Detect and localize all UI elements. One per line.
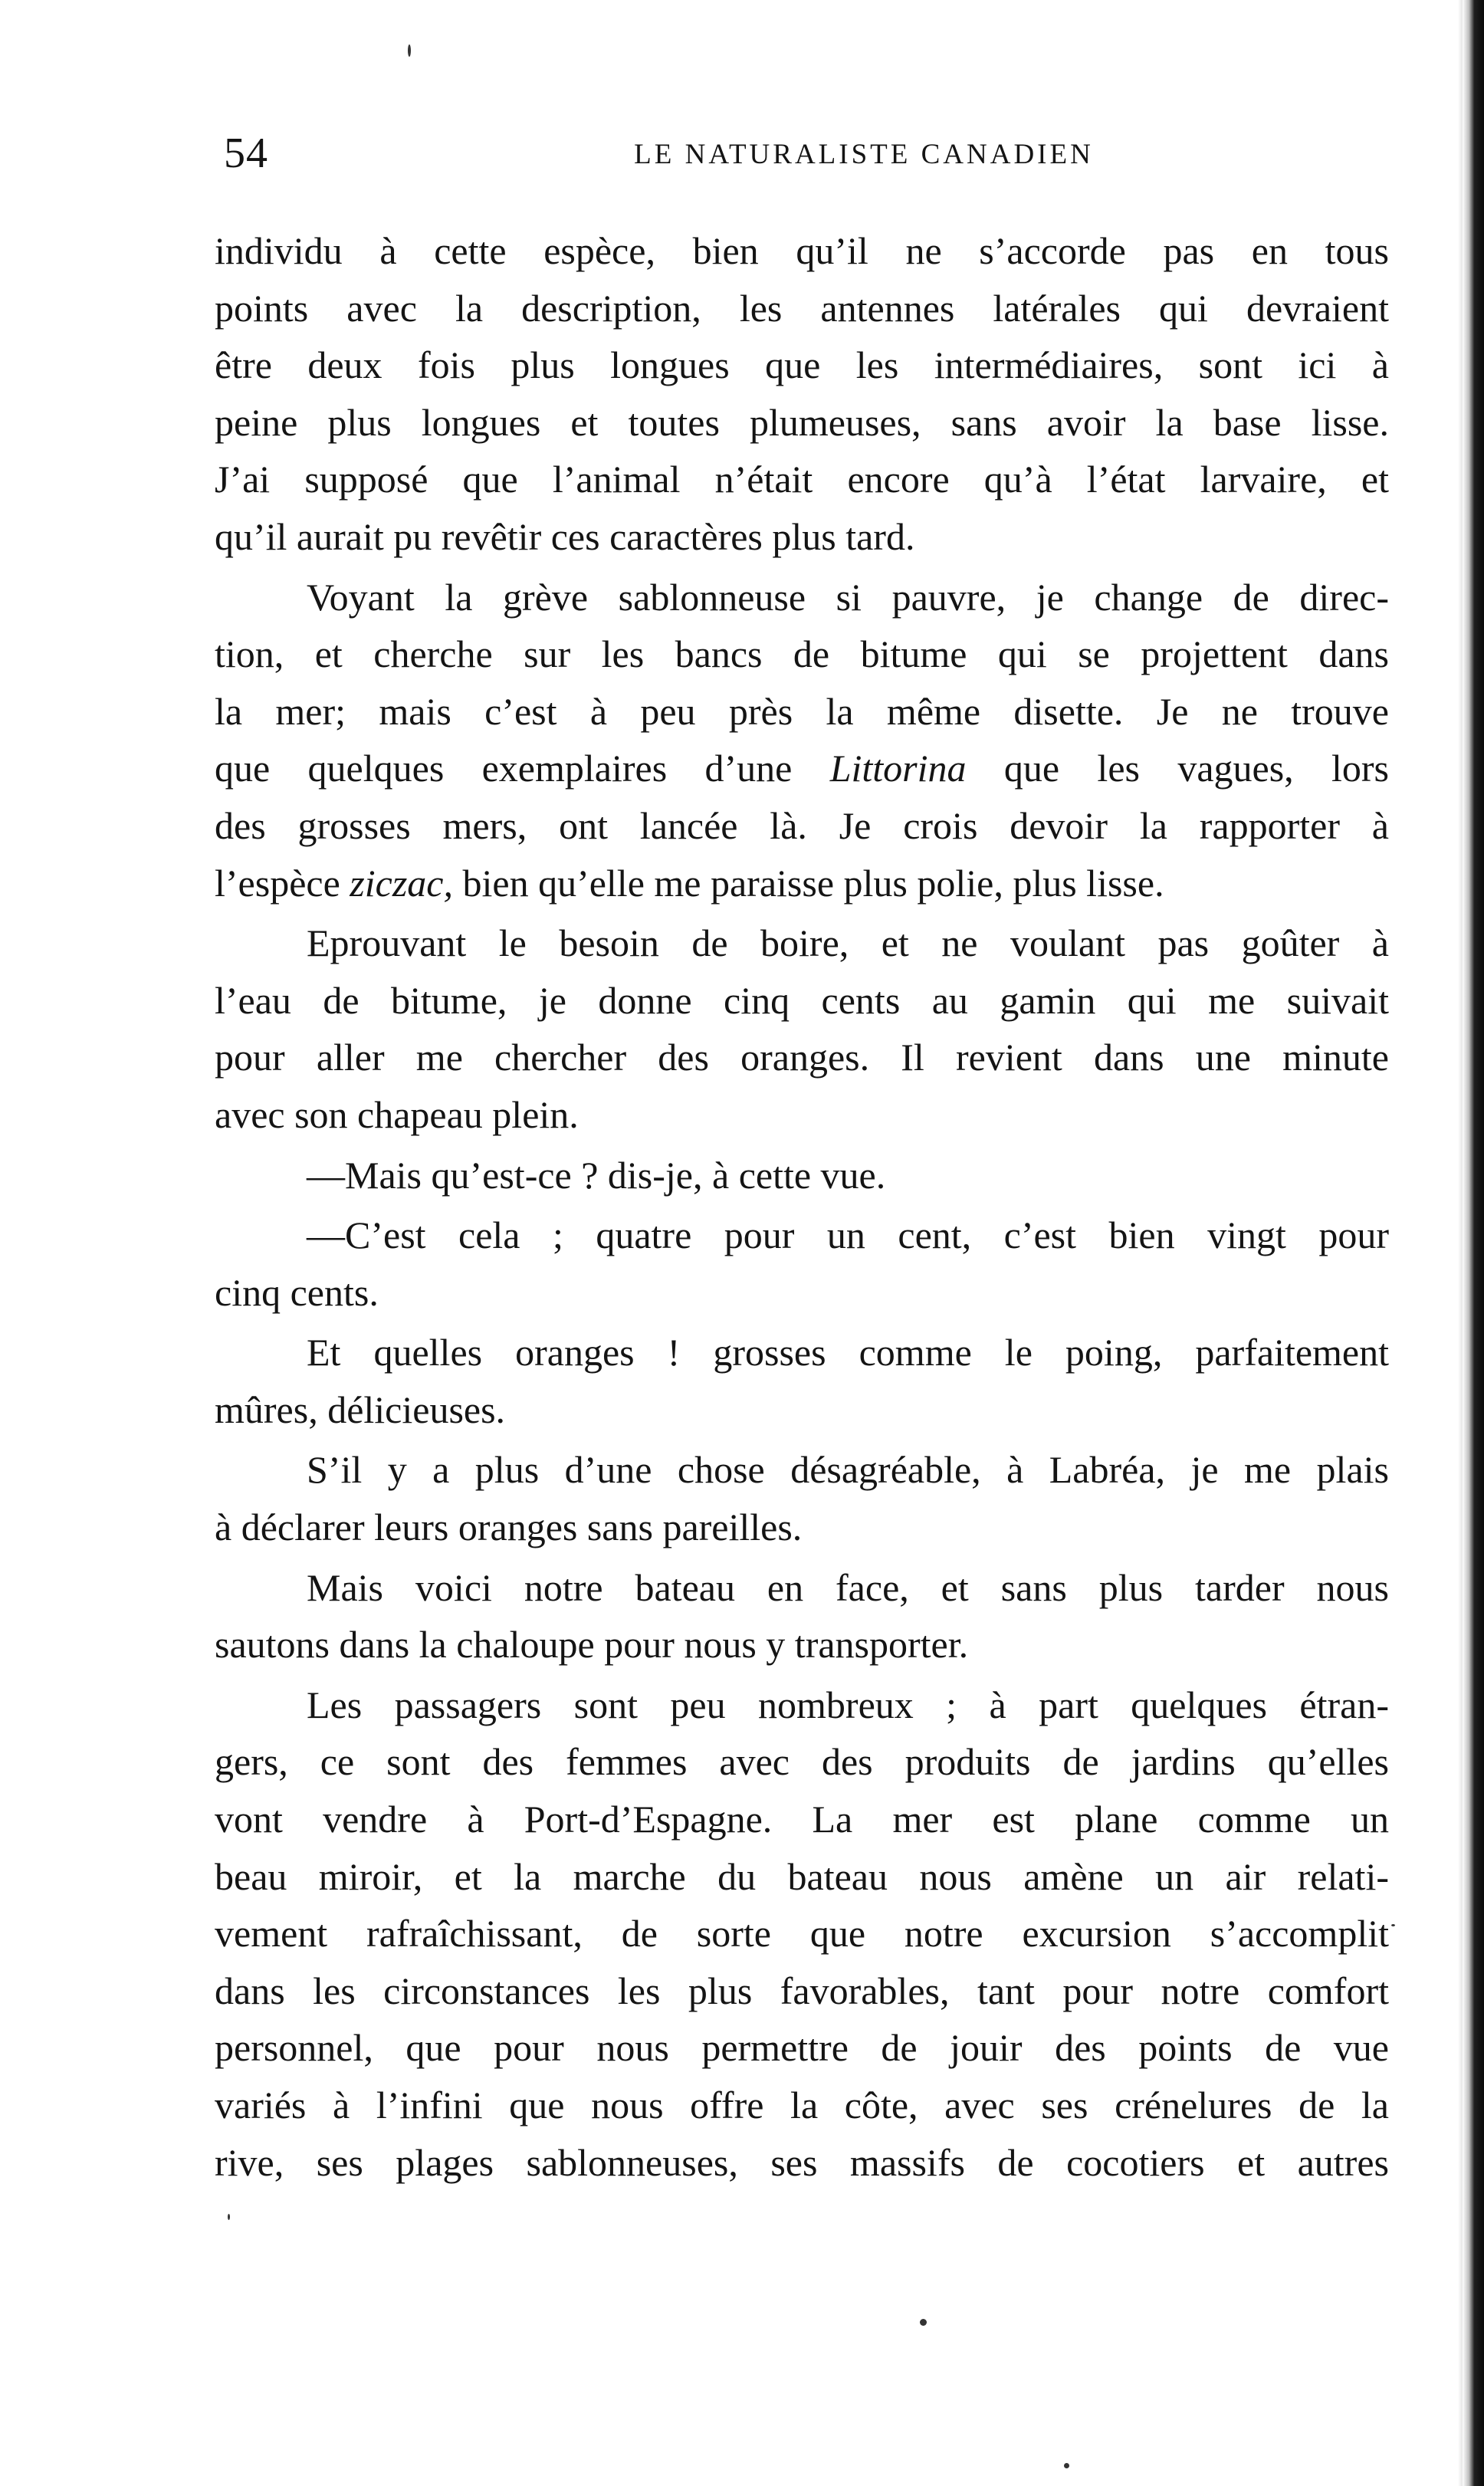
text-line: vement rafraîchissant, de sorte que notre excursion s’accomplit [215, 1912, 1389, 1956]
text-line: la mer; mais c’est à peu près la même disette. Je ne trouve [215, 689, 1389, 733]
text-line: des grosses mers, ont lancée là. Je crois devoir la rapporter à [215, 803, 1389, 847]
text-line: mûres, délicieuses. [215, 1387, 506, 1431]
text-line: vont vendre à Port-d’Espagne. La mer est plane comme un [215, 1798, 1389, 1841]
text-line [215, 855, 1389, 912]
text-line: peine plus longues et toutes plumeuses, sans avoir la base lisse. [215, 400, 1389, 444]
text-line: beau miroir, et la marche du bateau nous amène un air relati- [215, 1854, 1389, 1898]
text-line: tion, et cherche sur les bancs de bitume qui se projettent dans [215, 632, 1389, 676]
text-segment: l’espèce [215, 861, 340, 905]
text-line: Mais voici notre bateau en face, et sans plus tarder nous [307, 1565, 1389, 1609]
scan-speck [920, 2319, 927, 2326]
text-segment: que quelques exemplaires d’une [215, 747, 793, 790]
text-line: —Mais qu’est-ce ? dis-je, à cette vue. [307, 1153, 886, 1197]
text-line: cinq cents. [215, 1270, 379, 1314]
text-line [215, 740, 1389, 797]
species-name: ziczac, [350, 861, 453, 905]
text-line: l’eau de bitume, je donne cinq cents au gamin qui me suivait [215, 978, 1389, 1022]
scan-speck [1391, 1924, 1395, 1926]
text-line: individu à cette espèce, bien qu’il ne s’accorde pas en tous [215, 229, 1389, 272]
text-segment: bien qu’elle me paraisse plus polie, plus lisse. [462, 861, 1164, 905]
text-line: être deux fois plus longues que les intermédiaires, sont ici à [215, 343, 1389, 387]
text-line: variés à l’infini que nous offre la côte, avec ses crénelures de la [215, 2084, 1389, 2126]
body-text [215, 222, 1389, 2191]
text-line: dans les circonstances les plus favorables, tant pour notre comfort [215, 1969, 1389, 2012]
text-line: Et quelles oranges ! grosses comme le poing, parfaitement [307, 1331, 1389, 1374]
page-number: 54 [224, 130, 268, 177]
running-title: LE NATURALISTE CANADIEN [634, 139, 1094, 170]
text-line: Voyant la grève sablonneuse si pauvre, je change de direc- [307, 575, 1389, 619]
page-header [224, 129, 1389, 182]
text-line: rive, ses plages sablonneuses, ses massifs de cocotiers et autres [215, 2140, 1389, 2184]
text-line: Les passagers sont peu nombreux ; à part quelques étran- [307, 1683, 1389, 1726]
scan-speck [228, 2214, 230, 2220]
text-line: points avec la description, les antennes latérales qui devraient [215, 286, 1389, 330]
binding-edge [1463, 0, 1484, 2486]
text-line: qu’il aurait pu revêtir ces caractères plus tard. [215, 514, 915, 558]
scan-speck [1064, 2463, 1069, 2468]
text-line: personnel, que pour nous permettre de jouir des points de vue [215, 2026, 1389, 2070]
scan-speck [408, 44, 411, 57]
text-line: —C’est cela ; quatre pour un cent, c’est bien vingt pour [307, 1213, 1389, 1257]
species-name: Littorina [829, 747, 967, 790]
text-segment: que les vagues, lors [1003, 747, 1389, 790]
text-line: à déclarer leurs oranges sans pareilles. [215, 1506, 803, 1549]
text-line: Eprouvant le besoin de boire, et ne voulant pas goûter à [307, 921, 1389, 965]
text-line: S’il y a plus d’une chose désagréable, à Labréa, je me plais [307, 1448, 1389, 1492]
text-line: avec son chapeau plein. [215, 1092, 579, 1136]
text-line: gers, ce sont des femmes avec des produits de jardins qu’elles [215, 1740, 1389, 1784]
text-line: sautons dans la chaloupe pour nous y transporter. [215, 1623, 969, 1667]
text-line: pour aller me chercher des oranges. Il revient dans une minute [215, 1036, 1389, 1079]
text-line: J’ai supposé que l’animal n’était encore qu’à l’état larvaire, et [215, 458, 1389, 501]
